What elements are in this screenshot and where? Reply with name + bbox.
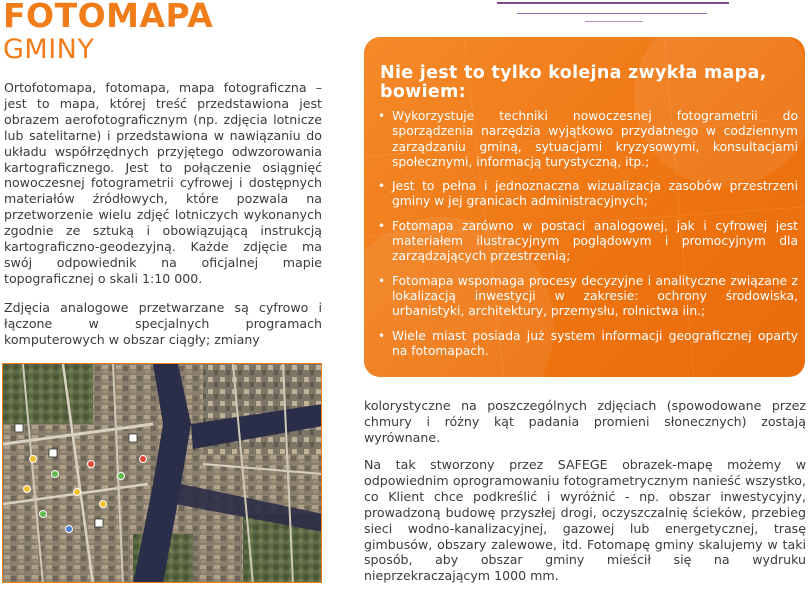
list-item xyxy=(378,179,798,210)
list-item xyxy=(378,219,798,265)
highlight-box xyxy=(364,37,805,377)
second-paragraph: Zdjęcia analogowe przetwarzane są cyfrowo i łączone w specjalnych programach komputerowych w obszar ciągły; zmiany xyxy=(4,300,322,347)
bullet-icon: • xyxy=(378,218,386,233)
decorative-line xyxy=(517,13,707,14)
list-item-text: Fotomapa wspomaga procesy decyzyjne i analityczne związane z lokalizacją inwestycji w zakresie: ochrony środowiska, urbanistyki, architektury, przemysłu, rolnictwa iin.; xyxy=(392,273,798,319)
bullet-icon: • xyxy=(378,179,386,194)
list-item xyxy=(378,109,798,170)
bullet-icon: • xyxy=(378,109,386,123)
intro-paragraph: Ortofotomapa, fotomapa, mapa fotograficzna – jest to mapa, której treść przedstawiona jest obrazem aerofotograficznym (np. zdjęcia lotnicze lub satelitarne) i przedstawiona w nawiązaniu do układu współrzędnych przyjętego odwzorowania kartograficznego. Jest to połączenie osiągnięć nowoczesnej fotogrametrii cyfrowej i dostępnych materiałów źródłowych, które pozwala na przetworzenie wielu zdjęć lotniczych wykonanych zgodnie ze sztuką i obowiązującą instrukcją kartograficzno-geodezyjną. Każde zdjęcie ma swój odpowiednik na oficjalnej mapie topograficznej o skali 1:10 000. xyxy=(4,80,322,286)
list-item xyxy=(378,329,798,360)
decorative-line xyxy=(497,2,729,4)
list-item-text: Wiele miast posiada już system informacji geograficznej oparty na fotomapach. xyxy=(392,328,798,358)
bullet-icon: • xyxy=(378,328,386,343)
list-item-text: Wykorzystuje techniki nowoczesnej fotogrametrii do sporządzenia narzędzia wyjątkowo przydatnego w codziennym zarządzaniu gminą, sytuacjami kryzysowymi, konsultacjami społecznymi, informacją turystyczną, itp.; xyxy=(392,109,798,169)
decorative-line xyxy=(585,21,643,22)
bullet-icon: • xyxy=(378,273,386,288)
highlight-heading: Nie jest to tylko kolejna zwykła mapa, bowiem: xyxy=(380,63,767,102)
list-item xyxy=(378,274,798,320)
highlight-list xyxy=(378,109,798,368)
aerial-photomap-image xyxy=(2,363,322,583)
page-subtitle: GMINY xyxy=(3,34,95,65)
list-item-text: Fotomapa zarówno w postaci analogowej, jak i cyfrowej jest materiałem ilustracyjnym poglądowym i promocyjnym dla zarządzających przestrzenią; xyxy=(392,218,798,264)
page-title: FOTOMAPA xyxy=(3,0,214,35)
safege-paragraph: Na tak stworzony przez SAFEGE obrazek-mapę możemy w odpowiednim oprogramowaniu fotogrametrycznym nanieść wszystko, co Klient chce podkreślić i wyróżnić - np. obszar inwestycyjny, prowadzoną budowę przyszłej drogi, oczyszczalnię ścieków, przebieg sieci wodno-kanalizacyjnej, gazowej lub energetycznej, trasę gimbusów, obszary zalewowe, itd. Fotomapę gminy skalujemy w taki sposób, aby obszar gminy mieścił się na wydruku nieprzekraczającym 1000 mm. xyxy=(364,457,806,584)
list-item-text: Jest to pełna i jednoznaczna wizualizacja zasobów przestrzeni gminy w jej granicach administracyjnych; xyxy=(392,179,798,209)
continuation-paragraph: kolorystyczne na poszczególnych zdjęciach (spowodowane przez chmury i różny kąt padania promieni słonecznych) zostają wyrównane. xyxy=(364,398,806,445)
